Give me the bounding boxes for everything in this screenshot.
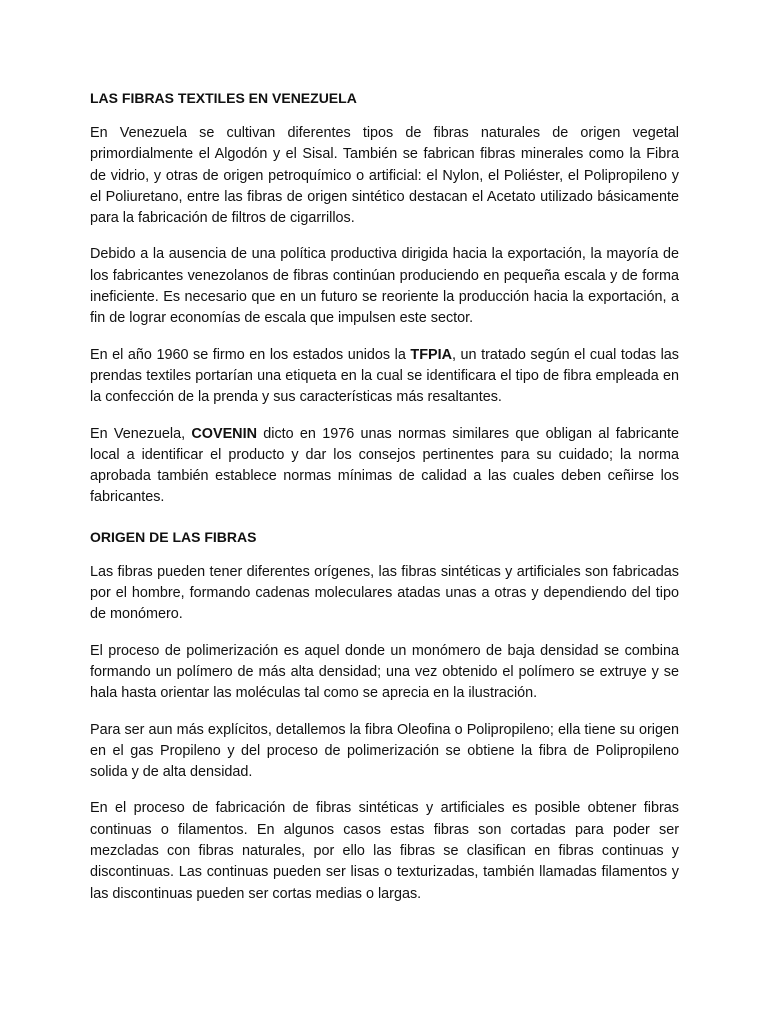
paragraph-covenin — [90, 424, 679, 509]
paragraph-origenes: Las fibras pueden tener diferentes orígenes, las fibras sintéticas y artificiales son fabricadas por el hombre, formando cadenas moleculares atadas unas a otras y dependiendo del tipo de monómero. — [90, 563, 679, 623]
paragraph-tfpia — [90, 345, 679, 409]
paragraph-polimerizacion: El proceso de polimerización es aquel donde un monómero de baja densidad se combina formando un polímero de más alta densidad; una vez obtenido el polímero se extruye y se hala hasta orientar las moléculas tal como se aprecia en la ilustración. — [90, 642, 679, 702]
document-page — [90, 88, 679, 920]
paragraph-polipropileno: Para ser aun más explícitos, detallemos la fibra Oleofina o Polipropileno; ella tiene su origen en el gas Propileno y del proceso de polimerización se obtiene la fibra de Polipropileno solida y de alta densidad. — [90, 721, 679, 781]
paragraph-cultivo: En Venezuela se cultivan diferentes tipos de fibras naturales de origen vegetal primordialmente el Algodón y el Sisal. También se fabrican fibras minerales como la Fibra de vidrio, y otras de origen petroquímico o artificial: el Nylon, el Poliéster, el Polipropileno y el Poliuretano, entre las fibras de origen sintético destacan el Acetato utilizado básicamente para la fabricación de filtros de cigarrillos. — [90, 125, 679, 227]
covenin-text-after: dicto en 1976 unas normas similares que obligan al fabricante local a identificar el producto y dar los consejos pertinentes para su cuidado; la norma aprobada también establece normas mínimas de calidad a las cuales deben ceñirse los fabricantes. — [90, 425, 679, 506]
paragraph-fabricacion: En el proceso de fabricación de fibras sintéticas y artificiales es posible obtener fibras continuas o filamentos. En algunos casos estas fibras son cortadas para poder ser mezcladas con fibras naturales, por ello las fibras se clasifican en fibras continuas y discontinuas. Las continuas pueden ser lisas o texturizadas, también llamadas filamentos y las discontinuas pueden ser cortas medias o largas. — [90, 800, 679, 902]
paragraph-exportacion: Debido a la ausencia de una política productiva dirigida hacia la exportación, la mayoría de los fabricantes venezolanos de fibras continúan produciendo en pequeña escala y de forma ineficiente. Es necesario que en un futuro se reoriente la producción hacia la exportación, a fin de lograr economías de escala que impulsen este sector. — [90, 246, 679, 327]
covenin-text-before: En Venezuela, — [90, 425, 192, 442]
tfpia-text-before: En el año 1960 se firmo en los estados unidos la — [90, 346, 411, 363]
covenin-acronym: COVENIN — [191, 425, 257, 442]
tfpia-text-after: , un tratado según el cual todas las prendas textiles portarían una etiqueta en la cual se identificara el tipo de fibra empleada en la confección de la prenda y sus características más resaltantes. — [90, 346, 680, 406]
section-heading-fibras-textiles: LAS FIBRAS TEXTILES EN VENEZUELA — [90, 90, 357, 106]
section-heading-origen: ORIGEN DE LAS FIBRAS — [90, 528, 257, 545]
tfpia-acronym: TFPIA — [410, 346, 452, 363]
